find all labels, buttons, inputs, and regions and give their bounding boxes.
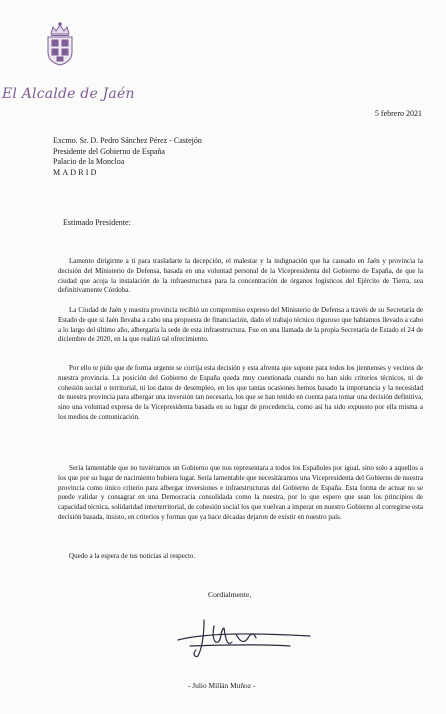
signer-name: - Julio Millán Muñoz -	[188, 681, 256, 690]
body-paragraph: La Ciudad de Jaén y nuestra provincia recibió un compromiso expreso del Ministerio de Defensa a través de su Secretaría de Estado de que si Jaén llevaba a cabo una propuesta de financiación, dado el trabajo técnico riguroso que habíamos llevado a cabo a lo largo del último año, albergaría la sede de esta infraestructura. Fue en una llamada de la propia Secretaría de Estado el 24 de diciembre de 2020, en la que realizó tal ofrecimiento.	[58, 306, 423, 344]
addressee-block	[53, 136, 202, 178]
addressee-city: MADRID	[53, 167, 99, 177]
body-paragraph: Sería lamentable que no tuviéramos un Gobierno que nos representara a todos los Españoles por igual, sino solo a aquellos a los que por su lugar de nacimiento hubiera lugar. Sería lamentable que necesitáramos una Vicepresidenta del Gobierno de nuestra provincia como único criterio para albergar inversiones e infraestructuras del Gobierno de España. Esta forma de actuar no se puede validar y consagrar en una Democracia consolidada como la nuestra, por lo que espero que sean los principios de capacidad técnica, solidaridad interterritorial, de cohesión social los que vuelvan a imperar en nuestro Gobierno al corregirse esta decisión basada, insisto, en criterios y formas que ya hace décadas dejaron de existir en nuestro país.	[58, 464, 423, 521]
closing: Cordialmente,	[208, 590, 252, 599]
addressee-name: Excmo. Sr. D. Pedro Sánchez Pérez - Castejón	[53, 136, 202, 145]
addressee-address: Palacio de la Moncloa	[53, 157, 125, 167]
body-paragraph: Por ello te pido que de forma urgente se corrija esta decisión y esta afrenta que supone para todos los jiennenses y vecinos de nuestra provincia. La posición del Gobierno de España queda muy cuestionada cuando no han sido criterios técnicos, ni de cohesión social o territorial, ni los datos de desempleo, en los que tantas ocasiones hemos basado la importancia y la necesidad de nuestra provincia para albergar una inversión tan necesaria, los que se han tenido en cuenta para tomar una decisión definitiva, sino una voluntad expresa de la Vicepresidenta basada en su lugar de procedencia, como así ha sido expuesto por ella misma a los medios de comunicación.	[58, 364, 423, 421]
letter-date: 5 febrero 2021	[374, 109, 422, 118]
body-paragraph: Lamento dirigirme a ti para trasladarte la decepción, el malestar y la indignación que ha causado en Jaén y provincia la decisión del Ministerio de Defensa, basada en una voluntad personal de la Vicepresidenta del Gobierno de España, de que la ciudad que acoja la instalación de la infraestructura para la concentración de órganos logísticos del Ejército de Tierra, sea definitivamente Córdoba.	[58, 257, 423, 295]
coat-of-arms-icon	[45, 22, 75, 66]
handwritten-signature	[170, 612, 320, 660]
addressee-title: Presidente del Gobierno de España	[53, 146, 165, 156]
greeting: Estimado Presidente:	[63, 218, 131, 227]
body-paragraph: Quedo a la espera de tus noticias al respecto.	[69, 552, 196, 560]
letterhead-title: El Alcalde de Jaén	[2, 86, 135, 102]
